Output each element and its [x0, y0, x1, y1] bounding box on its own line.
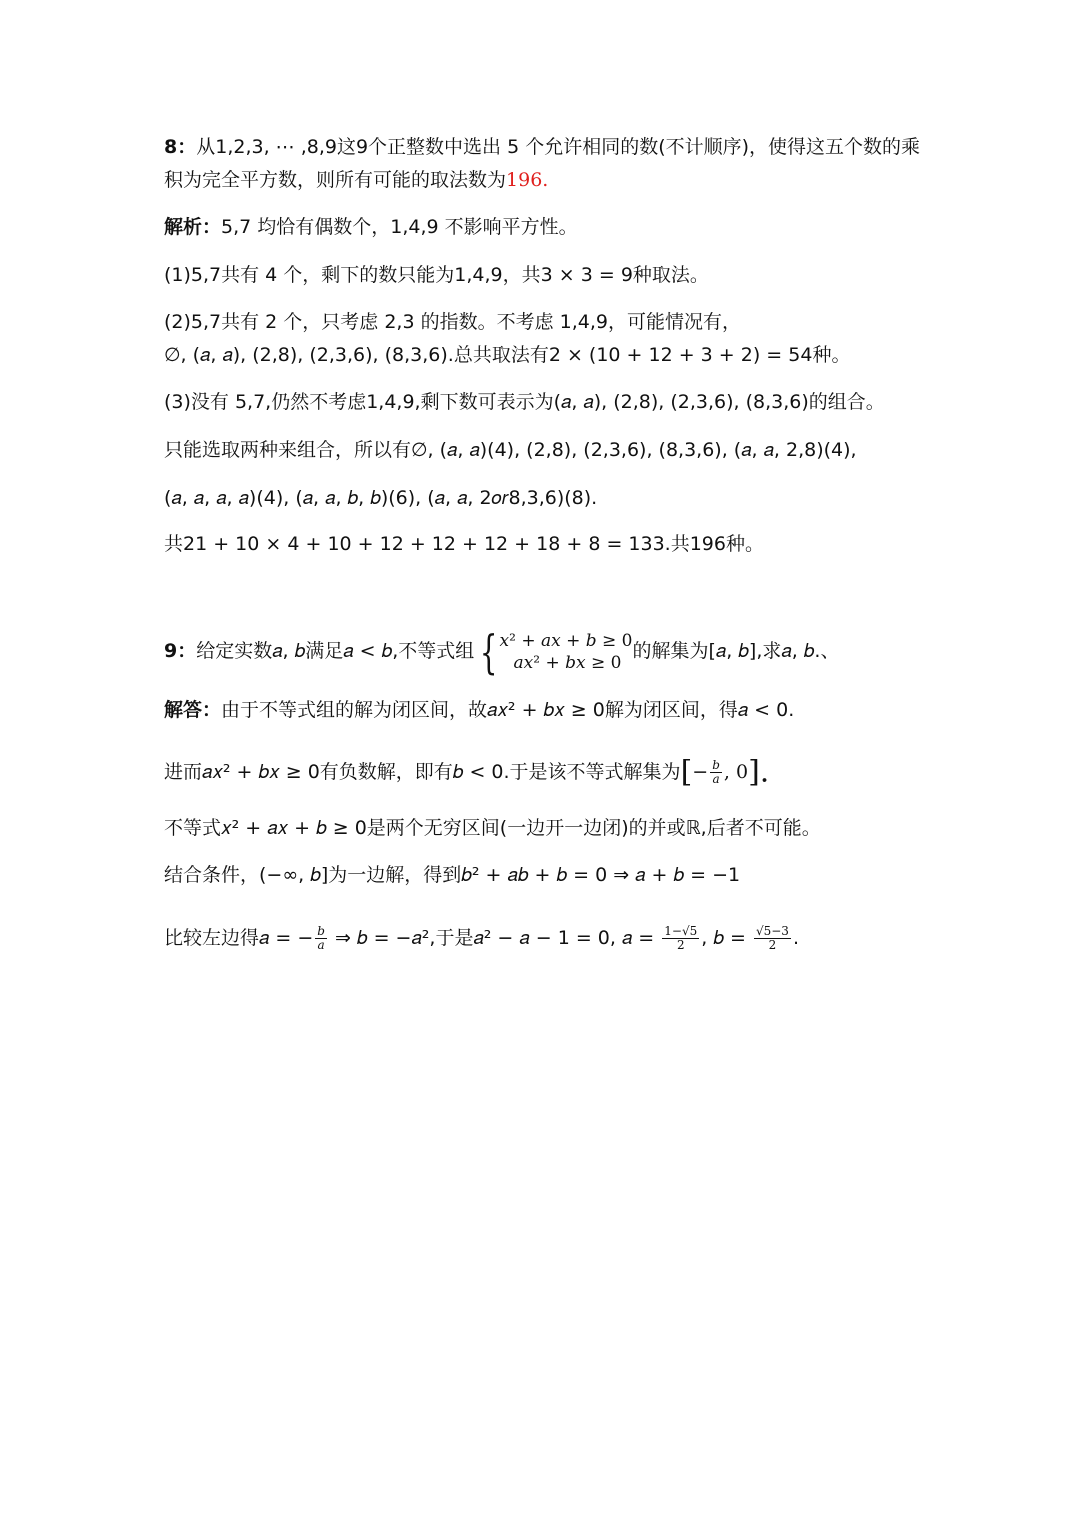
analysis-line: [164, 214, 578, 240]
solution-line-1: [164, 697, 794, 723]
problem-8-line-1: [164, 134, 920, 160]
fraction-a-value: [662, 925, 699, 952]
problem-9-label: 9：: [164, 640, 197, 662]
case-2-line-2: ∅, (𝑎, 𝑎), (2,8), (2,3,6), (8,3,6).总共取法有2 × (10 + 12 + 3 + 2) = 54种。: [164, 344, 851, 366]
problem-8-label: 8：: [164, 136, 197, 158]
case-1: (1)5,7共有 4 个，剩下的数只能为1,4,9，共3 × 3 = 9种取法。: [164, 264, 709, 286]
solution-label: 解答：: [164, 699, 222, 721]
interval-end: , 0: [723, 761, 749, 783]
left-brace: {: [480, 624, 498, 679]
problem-8-answer: 196.: [506, 169, 549, 191]
analysis-text: 5,7 均恰有偶数个，1,4,9 不影响平方性。: [221, 216, 578, 238]
fraction-denominator: 𝑎: [317, 938, 325, 952]
right-bracket: ].: [748, 754, 770, 790]
fraction-denominator: 2: [676, 938, 685, 952]
case-3-line-1: (3)没有 5,7,仍然不考虑1,4,9,剩下数可表示为(𝑎, 𝑎), (2,8), (2,3,6), (8,3,6)的组合。: [164, 391, 885, 413]
analysis-label: 解析：: [164, 216, 222, 238]
inequality-2: 𝑎𝑥² + 𝑏𝑥 ≥ 0: [513, 652, 622, 673]
solution-text-5-mid: ⇒ 𝑏 = −𝑎²,于是𝑎² − 𝑎 − 1 = 0, 𝑎 =: [328, 927, 661, 949]
minus-sign: −: [692, 761, 709, 783]
solution-text-5-pre: 比较左边得𝑎 = −: [164, 927, 314, 949]
solution-text-5-end: .: [792, 927, 799, 949]
inequality-1: 𝑥² + 𝑎𝑥 + 𝑏 ≥ 0: [499, 630, 633, 651]
fraction-b-over-a: [710, 759, 722, 786]
problem-8-line-2: [164, 167, 548, 193]
fraction-numerator: 𝑏: [317, 924, 325, 938]
problem-9-stem-pre: 给定实数𝑎, 𝑏满足𝑎 < 𝑏,不等式组: [196, 640, 475, 662]
solution-line-4: 结合条件，(−∞, 𝑏]为一边解，得到𝑏² + 𝑎𝑏 + 𝑏 = 0 ⇒ 𝑎 + 𝑏 = −1: [164, 864, 741, 886]
solution-text-2: 进而𝑎𝑥² + 𝑏𝑥 ≥ 0有负数解，即有𝑏 < 0.于是该不等式解集为: [164, 761, 681, 783]
case-3-line-3: (𝑎, 𝑎, 𝑎, 𝑎)(4), (𝑎, 𝑎, 𝑏, 𝑏)(6), (𝑎, 𝑎, 2𝑜𝑟8,3,6)(8).: [164, 487, 598, 509]
case-3-line-2: 只能选取两种来组合，所以有∅, (𝑎, 𝑎)(4), (2,8), (2,3,6), (8,3,6), (𝑎, 𝑎, 2,8)(4),: [164, 439, 857, 461]
fraction-denominator: 2: [768, 938, 777, 952]
problem-8-text: 从1,2,3, ⋯ ,8,9这9个正整数中选出 5 个允许相同的数(不计顺序)，使得这五个数的乘: [196, 136, 921, 158]
fraction-b-value: [754, 925, 791, 952]
fraction-numerator: 𝑏: [712, 758, 720, 772]
fraction-b-over-a-2: [315, 925, 327, 952]
problem-9-stem: [164, 624, 840, 679]
problem-8-text-2: 积为完全平方数，则所有可能的取法数为: [164, 169, 507, 191]
case-2-line-1: (2)5,7共有 2 个，只考虑 2,3 的指数。不考虑 1,4,9，可能情况有，: [164, 311, 741, 333]
left-bracket: [: [680, 754, 693, 790]
inequality-system: [500, 630, 633, 674]
fraction-denominator: 𝑎: [712, 772, 720, 786]
problem-8-total: 共21 + 10 × 4 + 10 + 12 + 12 + 12 + 18 + 8 = 133.共196种。: [164, 533, 764, 555]
solution-line-5: [164, 918, 799, 958]
solution-text-1: 由于不等式组的解为闭区间，故𝑎𝑥² + 𝑏𝑥 ≥ 0解为闭区间，得𝑎 < 0.: [221, 699, 795, 721]
solution-line-2: [164, 752, 769, 793]
problem-9-stem-post: 的解集为[𝑎, 𝑏],求𝑎, 𝑏.、: [632, 640, 840, 662]
fraction-numerator: √5−3: [755, 924, 789, 938]
solution-text-5-mid2: , 𝑏 =: [701, 927, 752, 949]
fraction-numerator: 1−√5: [664, 924, 698, 938]
solution-line-3: 不等式𝑥² + 𝑎𝑥 + 𝑏 ≥ 0是两个无穷区间(一边开一边闭)的并或ℝ,后者不可能。: [164, 817, 821, 839]
